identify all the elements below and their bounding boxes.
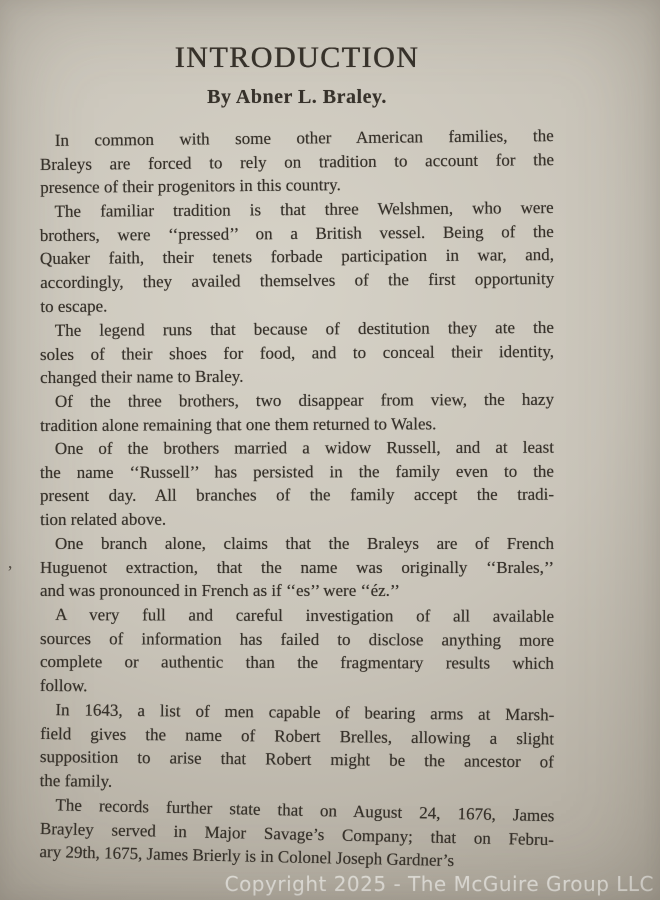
text-line: A very full and careful investigation of all available — [55, 605, 555, 626]
text-line: presence of their progenitors in this country. — [40, 175, 341, 198]
text-line: Huguenot extraction, that the name was originally ‘‘Brales,’’ — [40, 557, 554, 577]
text-line: present day. All branches of the family accept the tradi- — [40, 485, 555, 506]
paragraph — [40, 603, 554, 700]
text-line: the name ‘‘Russell’’ has persisted in the family even to the — [39, 461, 554, 482]
text-line: The familiar tradition is that three Welshmen, who were — [54, 198, 554, 221]
text-line: and was pronounced in French as if ‘‘es’’ were ‘‘éz.’’ — [40, 581, 400, 601]
text-line: changed their name to Braley. — [40, 366, 244, 388]
text-line: the family. — [39, 770, 113, 791]
paragraph — [39, 793, 554, 875]
byline: By Abner L. Braley. — [207, 86, 387, 108]
text-line: In common with some other American families, the — [54, 126, 554, 150]
paragraph — [40, 315, 554, 389]
text-line: Quaker faith, their tenets forbade participation in war, and, — [39, 245, 555, 269]
text-line: Braleys are forced to rely on tradition to account for the — [39, 149, 555, 174]
text-line: In 1643, a list of men capable of bearing arms at Marsh- — [55, 700, 555, 725]
text-line: brothers, were ‘‘pressed’’ on a British vessel. Being of the — [39, 221, 554, 245]
text-line: complete or authentic than the fragmentary results which — [39, 652, 554, 674]
page-title: INTRODUCTION — [174, 41, 420, 74]
text-line: The legend runs that because of destitution they ate the — [54, 317, 554, 340]
text-line: tradition alone remaining that one them returned to Wales. — [40, 413, 437, 435]
text-line: One of the brothers married a widow Russell, and at least — [54, 437, 554, 459]
text-line: ary 29th, 1675, James Brierly is in Colonel Joseph Gardner’s — [39, 842, 455, 871]
paragraph — [40, 698, 555, 798]
paragraph — [40, 196, 555, 319]
text-line: to escape. — [40, 296, 108, 316]
text-line: field gives the name of Robert Brelles, allowing a slight — [40, 723, 555, 748]
body-text — [39, 126, 555, 871]
text-line: One branch alone, claims that the Braleys are of French — [55, 533, 554, 553]
paragraph — [40, 124, 555, 200]
stray-ink-mark: ’ — [7, 562, 13, 582]
text-line: supposition to arise that Robert might be the ancestor of — [39, 747, 554, 772]
text-line: Brayley served in Major Savage’s Company; that on Febru- — [39, 818, 555, 849]
paragraph — [40, 387, 554, 437]
text-line: soles of their shoes for food, and to conceal their identity, — [39, 341, 555, 364]
text-line: The records further state that on August 24, 1676, James — [55, 795, 555, 825]
text-line: tion related above. — [40, 509, 167, 530]
text-line: follow. — [39, 676, 88, 696]
text-line: Of the three brothers, two disappear from view, the hazy — [54, 389, 554, 411]
paragraph — [40, 532, 554, 603]
text-line: sources of information has failed to disclose anything more — [40, 628, 555, 650]
paragraph — [40, 436, 554, 532]
text-line: accordingly, they availed themselves of the first opportunity — [40, 269, 555, 293]
copyright-watermark: Copyright 2025 - The McGuire Group LLC — [224, 872, 654, 896]
